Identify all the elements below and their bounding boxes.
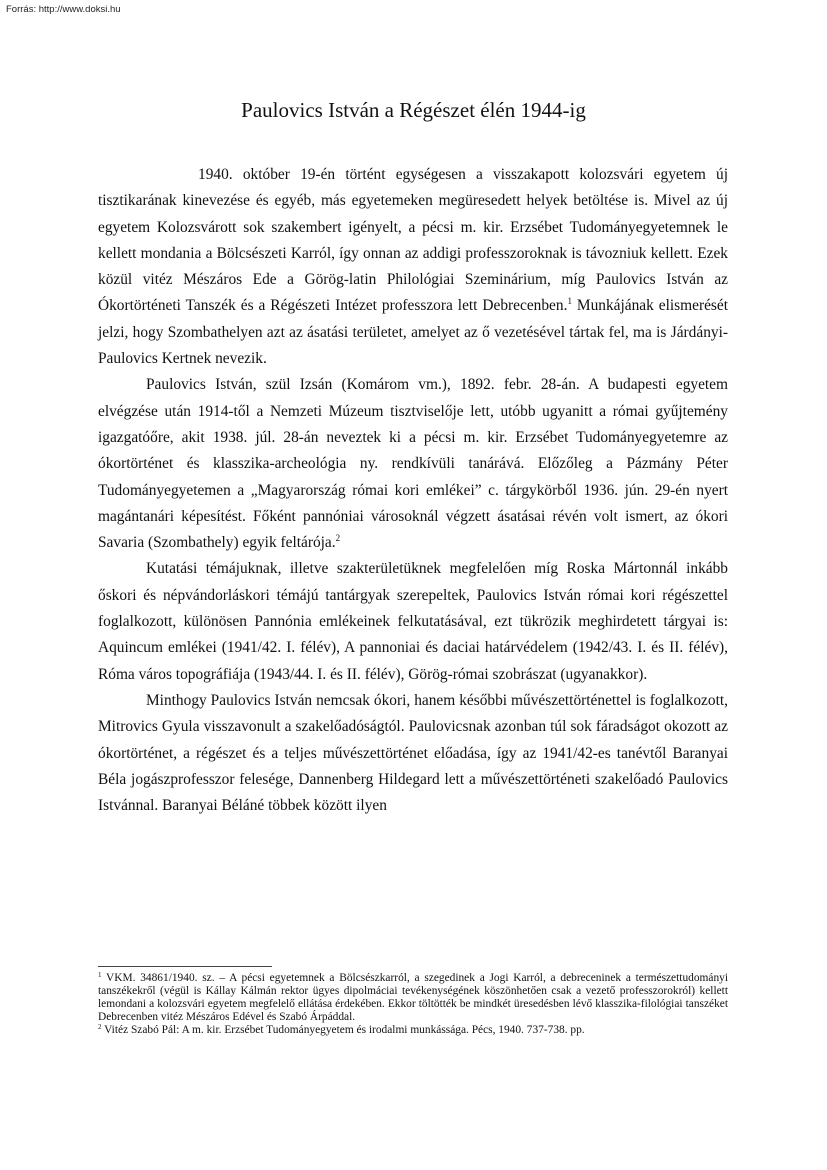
footnote-1: [98, 972, 728, 1024]
footnote-ref-1[interactable]: 1: [567, 296, 572, 307]
main-text: [98, 162, 728, 819]
footnote-ref-2[interactable]: 2: [335, 533, 341, 544]
source-url: Forrás: http://www.doksi.hu: [6, 4, 121, 15]
paragraph-text: Paulovics István, szül Izsán (Komárom vm.), 1892. febr. 28-án. A budapesti egyetem elvégzése után 1914-től a Nemzeti Múzeum tisztviselője lett, utóbb ugyanitt a római gyűjtemény igazgatóőre, akit 1938. júl. 28-án neveztek ki a pécsi m. kir. Erzsébet Tudományegyetemre az ókortörténet és klasszika-archeológia ny. rendkívüli tanárává. Előzőleg a Pázmány Péter Tudományegyetemen a „Magyarország római kori emlékei” c. tárgykörből 1936. jún. 29-én nyert magántanári képesítést. Főként pannóniai városoknál végzett ásatásai révén volt ismert, az ókori Savaria (Szombathely) egyik feltárója.: [98, 376, 728, 552]
paragraph-text: Munkájának elismerését jelzi, hogy Szombathelyen azt az ásatási területet, amelyet az ő vezetésével tártak fel, ma is Járdányi-Paulovics Kertnek nevezik.: [98, 297, 729, 368]
footnote-number: 1: [98, 971, 102, 979]
footnotes: [98, 972, 728, 1037]
footnote-text: VKM. 34861/1940. sz. – A pécsi egyetemnek a Bölcsészkarról, a szegedinek a Jogi Karról, a debreceninek a természettudományi tanszékekről (végül is Kállay Kálmán rektor ügyes dipolmáciai tevékenységének köszönhetően csak a vezető professzorokról) kellett lemondani a kolozsvári egyetem megfelelő ellátása érdekében. Ekkor töltötték be mindkét üresedésben lévő klasszika-filológiai tanszéket Debrecenben vitéz Mészáros Edével és Szabó Árpáddal.: [98, 972, 728, 1023]
footnote-text: Vitéz Szabó Pál: A m. kir. Erzsébet Tudományegyetem és irodalmi munkássága. Pécs, 1940. 737-738. pp.: [101, 1023, 585, 1036]
paragraph-text: 1940. október 19-én történt egységesen a visszakapott kolozsvári egyetem új tisztikarának kinevezése és egyéb, más egyetemeken megüresedett helyek betöltése is. Mivel az új egyetem Kolozsvárott sok szakembert igényelt, a pécsi m. kir. Erzsébet Tudományegyetemnek le kellett mondania a Bölcsészeti Karról, így onnan az addigi professzoroknak is távozniuk kellett. Ezek közül vitéz Mészáros Ede a Görög-latin Philológiai Szeminárium, míg Paulovics István az Ókortörténeti Tanszék és a Régészeti Intézet professzora lett Debrecenben.: [98, 166, 728, 315]
footnote-number: 2: [98, 1022, 102, 1031]
paragraph-2: [98, 372, 728, 556]
footnote-divider: [98, 966, 272, 967]
page-title: Paulovics István a Régészet élén 1944-ig: [241, 98, 586, 122]
paragraph-text: Kutatási témájuknak, illetve szakterületüknek megfelelően míg Roska Mártonnál inkább őskori és népvándorláskori témájú tantárgyak szerepeltek, Paulovics István római kori régészettel foglalkozott, különösen Pannónia emlékeinek felkutatásával, ezt tükrözik meghirdetett tárgyai is: Aquincum emlékei (1941/42. I. félév), A pannoniai és daciai határvédelem (1942/43. I. és II. félév), Róma város topográfiája (1943/44. I. és II. félév), Görög-római szobrászat (ugyanakkor).: [98, 560, 728, 683]
paragraph-4: [98, 688, 728, 819]
paragraph-3: [98, 556, 728, 687]
paragraph-text: Minthogy Paulovics István nemcsak ókori, hanem későbbi művészettörténettel is foglalkozott, Mitrovics Gyula visszavonult a szakelőadóságtól. Paulovicsnak azonban túl sok fáradságot okozott az ókortörténet, a régészet és a teljes művészettörténet előadása, így az 1941/42-es tanévtől Baranyai Béla jogászprofesszor felesége, Dannenberg Hildegard lett a művészettörténeti szakelőadó Paulovics Istvánnal. Baranyai Béláné többek között ilyen: [98, 691, 728, 815]
footnote-2: [98, 1024, 728, 1037]
paragraph-1: [98, 162, 728, 372]
